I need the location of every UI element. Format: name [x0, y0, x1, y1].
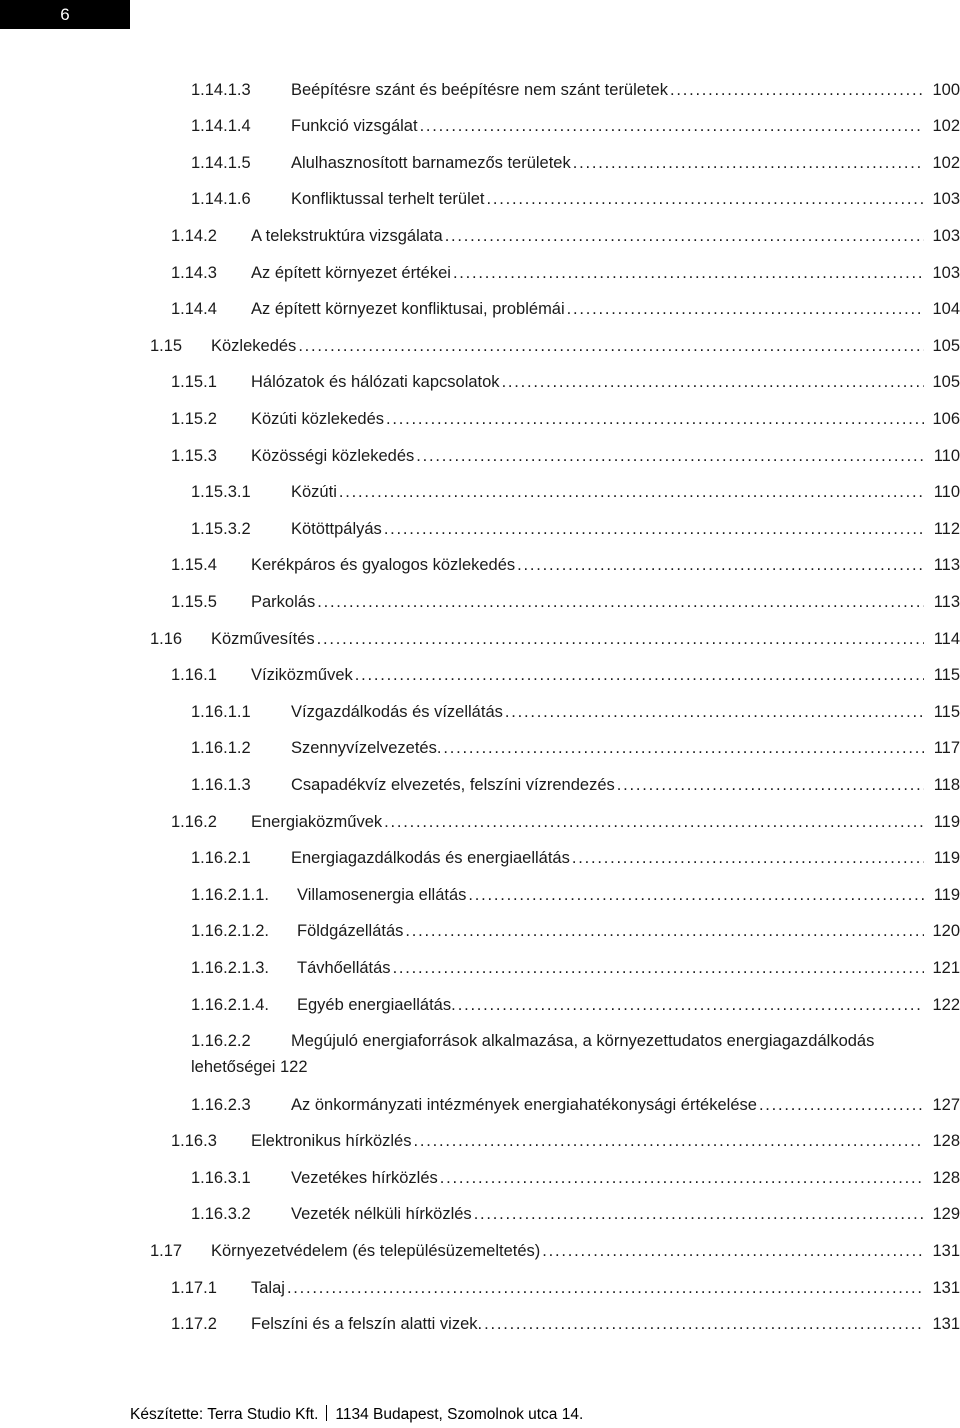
toc-entry[interactable]	[150, 1236, 960, 1268]
toc-entry[interactable]	[191, 1089, 960, 1121]
toc-entry-number: 1.16.2.2	[191, 1031, 251, 1050]
footer-author: Készítette: Terra Studio Kft.	[130, 1406, 319, 1423]
toc-entry-title: Távhőellátás	[297, 958, 391, 977]
toc-entry[interactable]	[171, 660, 960, 692]
toc-entry-title: A telekstruktúra vizsgálata	[251, 226, 443, 245]
toc-leader-dots	[573, 154, 924, 173]
toc-entry-number: 1.15.2	[171, 409, 217, 428]
toc-entry[interactable]	[171, 367, 960, 399]
toc-entry-title: Kötöttpályás	[291, 519, 382, 538]
toc-entry-title: Egyéb energiaellátás.	[297, 995, 456, 1014]
toc-leader-dots	[487, 190, 924, 209]
toc-entry-page: 118	[933, 775, 960, 794]
toc-entry-page: 119	[933, 849, 960, 868]
toc-entry-page: 105	[932, 373, 960, 392]
toc-leader-dots	[405, 922, 924, 941]
toc-leader-dots	[420, 117, 924, 136]
toc-entry-number: 1.16.3	[171, 1132, 217, 1151]
toc-entry-page: 103	[932, 190, 960, 209]
toc-entry[interactable]	[191, 989, 960, 1021]
toc-entry-title: Felszíni és a felszín alatti vizek.	[251, 1315, 483, 1334]
toc-entry-number: 1.15	[150, 336, 183, 355]
toc-entry-page: 128	[932, 1132, 960, 1151]
toc-leader-dots	[617, 776, 924, 795]
toc-entry-title: Szennyvízelvezetés.	[291, 739, 442, 758]
toc-entry-page: 122	[932, 995, 960, 1014]
toc-entry-page: 102	[932, 153, 960, 172]
toc-entry-page: 122	[280, 1057, 308, 1076]
toc-leader-dots	[393, 959, 924, 978]
toc-leader-dots	[355, 666, 924, 685]
toc-leader-dots	[317, 593, 924, 612]
toc-entry[interactable]	[171, 220, 960, 252]
toc-leader-dots	[474, 1205, 924, 1224]
toc-entry-number: 1.16.1.3	[191, 775, 251, 794]
toc-entry-number: 1.16.2.1.3.	[191, 958, 269, 977]
toc-entry-page: 103	[932, 226, 960, 245]
toc-entry-page: 106	[932, 409, 960, 428]
toc-entry-title: Elektronikus hírközlés	[251, 1132, 412, 1151]
toc-entry[interactable]	[191, 74, 960, 106]
toc-entry-number: 1.15.3.2	[191, 519, 251, 538]
toc-entry-page: 119	[933, 812, 960, 831]
toc-entry-number: 1.15.3.1	[191, 483, 251, 502]
toc-entry[interactable]	[171, 403, 960, 435]
toc-entry-page: 100	[932, 80, 960, 99]
toc-leader-dots	[458, 996, 924, 1015]
toc-leader-dots	[572, 849, 924, 868]
toc-entry-number: 1.15.4	[171, 556, 217, 575]
toc-entry[interactable]	[191, 843, 960, 875]
toc-entry[interactable]	[191, 147, 960, 179]
toc-entry-title: Alulhasznosított barnamezős területek	[291, 153, 571, 172]
toc-entry-wrapped[interactable]	[191, 1028, 940, 1080]
toc-entry-title: Konfliktussal terhelt terület	[291, 190, 485, 209]
toc-entry-page: 112	[933, 519, 960, 538]
toc-leader-dots	[517, 556, 924, 575]
toc-leader-dots	[567, 300, 924, 319]
toc-entry-page: 129	[932, 1205, 960, 1224]
toc-entry-title: Földgázellátás	[297, 922, 404, 941]
toc-entry-number: 1.14.2	[171, 226, 217, 245]
toc-entry-title: Hálózatok és hálózati kapcsolatok	[251, 373, 500, 392]
toc-entry[interactable]	[171, 294, 960, 326]
toc-entry-page: 110	[933, 446, 960, 465]
toc-entry[interactable]	[191, 769, 960, 801]
toc-entry-number: 1.14.3	[171, 263, 217, 282]
toc-entry-number: 1.16.3.2	[191, 1205, 251, 1224]
toc-entry-number: 1.16.2.1.1.	[191, 885, 269, 904]
toc-leader-dots	[502, 373, 924, 392]
toc-entry-number: 1.16	[150, 629, 183, 648]
toc-entry-number: 1.14.1.4	[191, 117, 251, 136]
toc-entry-title: Energiagazdálkodás és energiaellátás	[291, 849, 570, 868]
footer-address: 1134 Budapest, Szomolnok utca 14.	[335, 1406, 584, 1423]
toc-entry-title: Beépítésre szánt és beépítésre nem szánt területek	[291, 80, 668, 99]
toc-entry-number: 1.16.1	[171, 666, 217, 685]
toc-entry-number: 1.16.2.1.4.	[191, 995, 269, 1014]
toc-entry[interactable]	[171, 1126, 960, 1158]
toc-entry[interactable]	[171, 1309, 960, 1341]
toc-entry-title: Funkció vizsgálat	[291, 117, 418, 136]
toc-leader-dots	[445, 227, 924, 246]
toc-entry-title: Talaj	[251, 1278, 285, 1297]
toc-entry-page: 117	[933, 739, 960, 758]
toc-entry-number: 1.15.1	[171, 373, 217, 392]
toc-entry[interactable]	[191, 111, 960, 143]
toc-entry-title: Villamosenergia ellátás	[297, 885, 467, 904]
toc-entry-title: Parkolás	[251, 592, 316, 611]
toc-entry-number: 1.14.1.3	[191, 80, 251, 99]
toc-leader-dots	[759, 1096, 924, 1115]
toc-entry[interactable]	[191, 733, 960, 765]
toc-entry-page: 127	[932, 1095, 960, 1114]
toc-entry[interactable]	[191, 1162, 960, 1194]
toc-entry-number: 1.16.2.3	[191, 1095, 251, 1114]
toc-leader-dots	[298, 337, 924, 356]
toc-entry-number: 1.16.1.1	[191, 702, 251, 721]
toc-entry-page: 128	[932, 1168, 960, 1187]
toc-entry-page: 105	[932, 336, 960, 355]
toc-entry[interactable]	[191, 477, 960, 509]
toc-entry-page: 104	[932, 300, 960, 319]
toc-entry-number: 1.17.2	[171, 1315, 217, 1334]
toc-entry[interactable]	[191, 513, 960, 545]
toc-leader-dots	[317, 630, 924, 649]
toc-entry-title: Környezetvédelem (és településüzemeltetés)	[211, 1242, 541, 1260]
toc-entry-number: 1.16.2	[171, 812, 217, 831]
toc-leader-dots	[468, 886, 924, 905]
toc-entry-page: 115	[933, 702, 960, 721]
toc-entry[interactable]	[171, 1272, 960, 1304]
toc-leader-dots	[670, 81, 924, 100]
toc-leader-dots	[413, 1132, 924, 1151]
footer-separator	[326, 1405, 327, 1421]
toc-entry-page: 131	[932, 1315, 960, 1334]
toc-entry-title: Közművesítés	[211, 629, 315, 648]
toc-leader-dots	[384, 520, 924, 539]
toc-leader-dots	[505, 703, 924, 722]
toc-entry-number: 1.16.1.2	[191, 739, 251, 758]
toc-entry[interactable]	[171, 550, 960, 582]
toc-entry[interactable]	[150, 330, 960, 362]
toc-entry-number: 1.17.1	[171, 1278, 217, 1297]
toc-entry-page: 115	[933, 666, 960, 685]
toc-entry-number: 1.16.3.1	[191, 1168, 251, 1187]
toc-entry-page: 103	[932, 263, 960, 282]
toc-entry-title: Kerékpáros és gyalogos közlekedés	[251, 556, 516, 575]
toc-leader-dots	[453, 264, 924, 283]
toc-leader-dots	[440, 1169, 924, 1188]
toc-entry-title: Vezeték nélküli hírközlés	[291, 1205, 472, 1224]
toc-entry-page: 110	[933, 483, 960, 502]
toc-leader-dots	[384, 813, 924, 832]
toc-entry-title: Az épített környezet értékei	[251, 263, 451, 282]
page-number-badge: 6	[0, 0, 130, 29]
toc-entry-page: 121	[932, 958, 960, 977]
toc-entry[interactable]	[191, 184, 960, 216]
toc-entry-page: 102	[932, 117, 960, 136]
toc-entry-page: 131	[932, 1278, 960, 1297]
toc-entry-title: Közúti közlekedés	[251, 409, 384, 428]
toc-entry-number: 1.17	[150, 1242, 183, 1260]
toc-entry[interactable]	[171, 440, 960, 472]
toc-entry[interactable]	[171, 257, 960, 289]
toc-entry-page: 114	[933, 629, 960, 648]
toc-entry-page: 120	[932, 922, 960, 941]
toc-leader-dots	[443, 739, 924, 758]
toc-entry[interactable]	[191, 1199, 960, 1231]
toc-entry[interactable]	[191, 952, 960, 984]
toc-entry-number: 1.16.2.1.2.	[191, 922, 269, 941]
toc-leader-dots	[339, 483, 924, 502]
toc-entry[interactable]	[171, 806, 960, 838]
toc-entry[interactable]	[171, 586, 960, 618]
toc-entry-number: 1.14.4	[171, 300, 217, 319]
toc-entry-page: 131	[932, 1242, 960, 1260]
toc-entry-title: Közúti	[291, 483, 337, 502]
toc-leader-dots	[416, 447, 924, 466]
toc-entry[interactable]	[191, 696, 960, 728]
toc-entry-title: Vezetékes hírközlés	[291, 1168, 438, 1187]
toc-leader-dots	[386, 410, 924, 429]
toc-entry-title: Közösségi közlekedés	[251, 446, 415, 465]
page-footer	[130, 1405, 583, 1424]
toc-entry-title-cont: lehetőségei	[191, 1057, 276, 1076]
toc-entry-number: 1.14.1.5	[191, 153, 251, 172]
toc-leader-dots	[542, 1242, 924, 1261]
toc-entry-page: 113	[933, 592, 960, 611]
toc-entry-title: Energiaközművek	[251, 812, 383, 831]
toc-entry-page: 119	[933, 885, 960, 904]
toc-leader-dots	[287, 1279, 924, 1298]
toc-entry[interactable]	[150, 623, 960, 655]
toc-entry-title: Vízgazdálkodás és vízellátás	[291, 702, 503, 721]
toc-entry-number: 1.16.2.1	[191, 849, 251, 868]
toc-entry-number: 1.15.3	[171, 446, 217, 465]
toc-entry-title: Csapadékvíz elvezetés, felszíni vízrendezés	[291, 775, 615, 794]
toc-entry-title: Víziközművek	[251, 666, 353, 685]
toc-entry-title: Az épített környezet konfliktusai, problémái	[251, 300, 565, 319]
toc-entry[interactable]	[191, 879, 960, 911]
toc-entry-page: 113	[933, 556, 960, 575]
toc-entry-title: Az önkormányzati intézmények energiahatékonysági értékelése	[291, 1095, 757, 1114]
toc-entry-number: 1.14.1.6	[191, 190, 251, 209]
toc-entry-title: Közlekedés	[211, 336, 297, 355]
toc-entry-title: Megújuló energiaforrások alkalmazása, a környezettudatos energiagazdálkodás	[291, 1031, 875, 1050]
toc-entry-number: 1.15.5	[171, 592, 217, 611]
toc-entry[interactable]	[191, 916, 960, 948]
toc-leader-dots	[484, 1315, 924, 1334]
